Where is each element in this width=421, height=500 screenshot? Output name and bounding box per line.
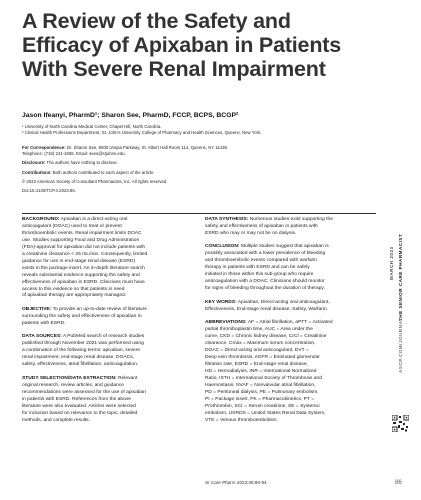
background-text: Apixaban is a direct-acting oral anticoagulant (DOAC) used to treat or prevent thromboembolic events. Renal impairment limits DOAC use. Studies supporting Food and Drug Administration (FDA)-approval for apixaban did not include patients with a creatinine clearance < 25 mL/min. Consequently, limited guidance for use in end-stage renal disease (ESRD) exists in the package insert. An in-depth literature search reveals substantial evidence supporting the safety and effectiveness of apixaban in ESRD. Clinicians must have access to this evidence so that patients in need of apixaban therapy are appropriately managed. <box>22 217 148 299</box>
abstract-conclusion <box>205 244 376 293</box>
citation-journal: Sr Care Pharm <box>205 480 236 485</box>
affiliation-2: ² Clinical Health Professions Department, St. John's University College of Pharmacy and Health Sciences, Queens, New York. <box>22 129 262 135</box>
data-synthesis-label: DATA SYNTHESIS: <box>205 217 249 222</box>
sidebar-society-url: ASCP.COM/JOURNAL <box>398 317 403 373</box>
data-sources-text: A PubMed search of research studies published through November 2021 was performed using a combination of the following terms: apixaban, severe renal impairment, end-stage renal disease, DOACs, safety, effectiveness, atrial fibrillation, anticoagulation. <box>22 334 145 368</box>
conclusion-text: Multiple studies suggest that apixaban is possibly associated with a lower prevalence of bleeding and thromboembolic events compared with warfarin therapy in patients with ESRD and can be safely initiated in those within this sub-group who require anticoagulation with a DOAC. Clinicians should monitor for signs of bleeding throughout the duration of therapy. <box>205 244 329 292</box>
conclusion-label: CONCLUSION: <box>205 244 240 250</box>
correspondence-label: For Correspondence: <box>22 145 66 150</box>
page-number: 86 <box>395 480 402 486</box>
abstract-background <box>22 217 193 300</box>
contributions <box>22 170 382 176</box>
disclosure-text: The authors have nothing to disclose. <box>45 160 118 166</box>
correspondence-contact: Telephone: (718) 241-1865. Email: sees@stjohns.edu. <box>22 150 126 156</box>
affiliations <box>22 124 382 136</box>
abstract-right-column <box>205 217 376 431</box>
disclosure <box>22 160 382 166</box>
journal-citation <box>205 480 268 485</box>
article-metadata <box>22 145 382 198</box>
abstract-key-words <box>205 300 376 314</box>
article-title: A Review of the Safety and Efficacy of Apixaban in Patients With Severe Renal Impairment <box>22 9 341 81</box>
key-words-label: KEY WORDS: <box>205 299 237 305</box>
sidebar-journal-name: THE SENIOR CARE PHARMACIST <box>398 233 403 321</box>
study-selection-label: STUDY SELECTION/DATA EXTRACTION: <box>22 375 117 381</box>
data-sources-label: DATA SOURCES: <box>22 334 62 340</box>
disclosure-label: Disclosure: <box>22 160 46 166</box>
correspondence-address: Dr. Sharon See, 8000 Utopia Parkway, St. Albert Hall Room 114, Queens, NY 11439. <box>65 145 229 150</box>
correspondence <box>22 145 382 157</box>
contributions-text: Both authors contributed to each aspect of the article. <box>51 169 155 175</box>
abbreviations-text: AF = Atrial fibrillation, aPTT = Activated partial thromboplastin time, AUC = Area under the curve, CKD = Chronic kidney disease, CrCl = Creatinine clearance, Cmax = Maximum serum concentration, DOAC = Direct-acting oral anticoagulant, DVT = Deep vein thrombosis, eGFR = Estimated glomerular filtration rate, ESRD = End-stage renal disease, HD = Hemodialysis, INR = International Normalized Ratio, ISTH = International Society of Thrombosis and Haemostasis, NVAF = Nonvalvular atrial fibrillation, PD = Peritoneal dialysis, PE = Pulmonary embolism, PI = Package insert, PK = Pharmacokinetics, PT = Prothrombin, SCr = Serum creatinine, SE = Systemic embolism, USRDS = United States Renal Data System, VTE = Venous thromboembolism. <box>205 320 333 423</box>
sidebar-issue-date: MARCH 2023 <box>389 246 394 280</box>
abstract-data-synthesis <box>205 217 376 238</box>
background-label: BACKGROUND: <box>22 217 60 222</box>
affiliation-1: ¹ University of North Carolina Medical Center, Chapel Hill, North Carolina. <box>22 124 162 129</box>
abstract-study-selection <box>22 376 193 425</box>
study-selection-text: Relevant original research, review articles, and guidance recommendations were assessed for the use of apixaban in patients with ESRD. References from the above literature were also evaluated. Articles were selected for inclusion based on relevance to the topic, detailed methods, and complete results. <box>22 375 146 423</box>
objective-text: To provide an up-to-date review of literature surrounding the safety and effectiveness of apixaban in patients with ESRD. <box>22 307 147 326</box>
qr-code-icon <box>392 415 409 432</box>
copyright: © 2023 American Society of Consultant Pharmacists, Inc. All rights reserved. <box>22 178 168 184</box>
objective-label: OBJECTIVE: <box>22 307 52 313</box>
doi: Doi:10.4140/TCP.n.2023.86. <box>22 188 76 194</box>
abstract-data-sources <box>22 334 193 369</box>
abstract-abbreviations <box>205 320 376 424</box>
abstract-left-column <box>22 217 193 431</box>
contributions-label: Contributions: <box>22 169 52 175</box>
abbreviations-label: ABBREVIATIONS: <box>205 320 247 326</box>
data-synthesis-text: Numerous studies exist supporting the safety and effectiveness of apixaban in patients with ESRD who may or may not be on dialysis. <box>205 217 333 236</box>
section-divider <box>22 213 376 214</box>
key-words-text: Apixaban, Direct-acting oral anticoagulant, Effectiveness, End-stage renal disease, Safety, Warfarin. <box>205 299 330 312</box>
citation-details: 2023;38:86-94. <box>235 480 268 485</box>
author-list: Jason Ifeanyi, PharmD¹; Sharon See, PharmD, FCCP, BCPS, BCGP² <box>22 112 239 119</box>
abstract-objective <box>22 307 193 328</box>
